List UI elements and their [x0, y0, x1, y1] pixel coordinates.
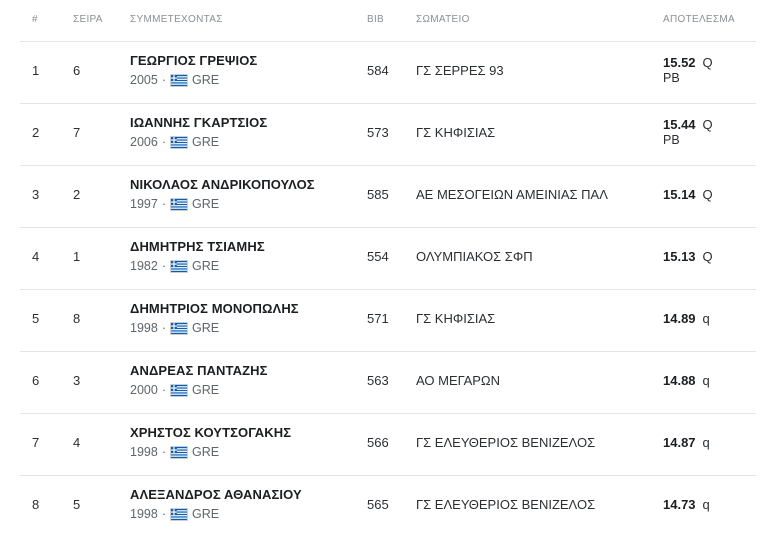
birth-year: 1998 — [130, 445, 158, 459]
result-mark: 15.52 — [663, 55, 696, 70]
athlete-meta — [130, 507, 219, 521]
result-mark: 15.44 — [663, 117, 696, 132]
bib-cell: 573 — [367, 125, 389, 140]
club-cell[interactable]: ΓΣ ΚΗΦΙΣΙΑΣ — [416, 311, 496, 326]
birth-year: 1982 — [130, 259, 158, 273]
athlete-meta — [130, 383, 219, 397]
birth-year: 1998 — [130, 507, 158, 521]
result-mark: 14.88 — [663, 373, 696, 388]
rank-cell: 4 — [32, 249, 40, 264]
table-body — [20, 42, 756, 538]
header-result[interactable]: ΑΠΟΤΕΛΕΣΜΑ — [663, 14, 735, 25]
athlete-name[interactable]: ΔΗΜΗΤΡΗΣ ΤΣΙΑΜΗΣ — [130, 239, 265, 254]
country-code: GRE — [191, 445, 220, 459]
qualification-badge: q — [702, 311, 710, 326]
athlete-meta — [130, 135, 219, 149]
results-table — [20, 0, 756, 538]
athlete-name[interactable]: ΑΛΕΞΑΝΔΡΟΣ ΑΘΑΝΑΣΙΟΥ — [130, 487, 302, 502]
athlete-name[interactable]: ΓΕΩΡΓΙΟΣ ΓΡΕΨΙΟΣ — [130, 53, 258, 68]
qualification-badge: q — [702, 497, 710, 512]
rank-cell: 8 — [32, 497, 40, 512]
table-row[interactable] — [20, 42, 756, 104]
separator-dot: · — [161, 73, 166, 87]
club-cell[interactable]: ΓΣ ΣΕΡΡΕΣ 93 — [416, 63, 504, 78]
result-mark: 15.14 — [663, 187, 696, 202]
separator-dot: · — [161, 135, 166, 149]
bib-cell: 554 — [367, 249, 389, 264]
qualification-badge: Q — [702, 117, 713, 132]
rank-cell: 3 — [32, 187, 40, 202]
athlete-name[interactable]: ΑΝΔΡΕΑΣ ΠΑΝΤΑΖΗΣ — [130, 363, 268, 378]
athlete-meta — [130, 73, 219, 87]
record-note: PB — [663, 71, 680, 85]
result-cell — [663, 249, 713, 264]
birth-year: 1997 — [130, 197, 158, 211]
athlete-name[interactable]: ΝΙΚΟΛΑΟΣ ΑΝΔΡΙΚΟΠΟΥΛΟΣ — [130, 177, 315, 192]
lane-cell: 7 — [73, 125, 81, 140]
country-code: GRE — [191, 321, 220, 335]
separator-dot: · — [161, 259, 166, 273]
athlete-meta — [130, 445, 219, 459]
bib-cell: 571 — [367, 311, 389, 326]
club-cell[interactable]: ΑΕ ΜΕΣΟΓΕΙΩΝ ΑΜΕΙΝΙΑΣ ΠΑΛ — [416, 187, 608, 202]
greece-flag-icon — [170, 384, 188, 397]
club-cell[interactable]: ΟΛΥΜΠΙΑΚΟΣ ΣΦΠ — [416, 249, 533, 264]
qualification-badge: q — [702, 373, 710, 388]
athlete-meta — [130, 321, 219, 335]
table-row[interactable] — [20, 352, 756, 414]
lane-cell: 3 — [73, 373, 81, 388]
lane-cell: 8 — [73, 311, 81, 326]
result-cell — [663, 497, 710, 512]
rank-cell: 5 — [32, 311, 40, 326]
lane-cell: 1 — [73, 249, 81, 264]
table-header — [20, 0, 756, 42]
lane-cell: 4 — [73, 435, 81, 450]
result-mark: 14.89 — [663, 311, 696, 326]
header-club[interactable]: ΣΩΜΑΤΕΙΟ — [416, 14, 470, 25]
athlete-name[interactable]: ΔΗΜΗΤΡΙΟΣ ΜΟΝΟΠΩΛΗΣ — [130, 301, 299, 316]
separator-dot: · — [161, 321, 166, 335]
greece-flag-icon — [170, 136, 188, 149]
table-row[interactable] — [20, 104, 756, 166]
country-code: GRE — [191, 507, 220, 521]
greece-flag-icon — [170, 74, 188, 87]
header-lane[interactable]: ΣΕΙΡΑ — [73, 14, 103, 25]
rank-cell: 7 — [32, 435, 40, 450]
bib-cell: 585 — [367, 187, 389, 202]
result-mark: 15.13 — [663, 249, 696, 264]
lane-cell: 2 — [73, 187, 81, 202]
qualification-badge: Q — [702, 55, 713, 70]
greece-flag-icon — [170, 446, 188, 459]
bib-cell: 565 — [367, 497, 389, 512]
table-row[interactable] — [20, 290, 756, 352]
athlete-meta — [130, 197, 219, 211]
table-row[interactable] — [20, 476, 756, 538]
result-cell — [663, 55, 713, 85]
country-code: GRE — [191, 383, 220, 397]
result-mark: 14.87 — [663, 435, 696, 450]
greece-flag-icon — [170, 322, 188, 335]
result-cell — [663, 373, 710, 388]
table-row[interactable] — [20, 414, 756, 476]
separator-dot: · — [161, 383, 166, 397]
rank-cell: 1 — [32, 63, 40, 78]
bib-cell: 566 — [367, 435, 389, 450]
birth-year: 2005 — [130, 73, 158, 87]
birth-year: 2000 — [130, 383, 158, 397]
header-athlete[interactable]: ΣΥΜΜΕΤΕΧΟΝΤΑΣ — [130, 14, 223, 25]
birth-year: 1998 — [130, 321, 158, 335]
club-cell[interactable]: ΓΣ ΚΗΦΙΣΙΑΣ — [416, 125, 496, 140]
separator-dot: · — [161, 445, 166, 459]
qualification-badge: q — [702, 435, 710, 450]
country-code: GRE — [191, 259, 220, 273]
country-code: GRE — [191, 135, 220, 149]
header-rank[interactable]: # — [32, 14, 38, 25]
result-cell — [663, 187, 713, 202]
separator-dot: · — [161, 507, 166, 521]
country-code: GRE — [191, 73, 220, 87]
result-cell — [663, 435, 710, 450]
greece-flag-icon — [170, 508, 188, 521]
rank-cell: 6 — [32, 373, 40, 388]
greece-flag-icon — [170, 260, 188, 273]
greece-flag-icon — [170, 198, 188, 211]
athlete-meta — [130, 259, 219, 273]
club-cell[interactable]: ΑΟ ΜΕΓΑΡΩΝ — [416, 373, 501, 388]
qualification-badge: Q — [702, 249, 713, 264]
club-cell[interactable]: ΓΣ ΕΛΕΥΘΕΡΙΟΣ ΒΕΝΙΖΕΛΟΣ — [416, 435, 596, 450]
record-note: PB — [663, 133, 680, 147]
table-row[interactable] — [20, 228, 756, 290]
athlete-name[interactable]: ΧΡΗΣΤΟΣ ΚΟΥΤΣΟΓΑΚΗΣ — [130, 425, 292, 440]
bib-cell: 584 — [367, 63, 389, 78]
result-cell — [663, 117, 713, 147]
lane-cell: 5 — [73, 497, 81, 512]
result-cell — [663, 311, 710, 326]
qualification-badge: Q — [702, 187, 713, 202]
country-code: GRE — [191, 197, 220, 211]
rank-cell: 2 — [32, 125, 40, 140]
athlete-name[interactable]: ΙΩΑΝΝΗΣ ΓΚΑΡΤΣΙΟΣ — [130, 115, 268, 130]
header-bib[interactable]: BIB — [367, 14, 385, 25]
lane-cell: 6 — [73, 63, 81, 78]
bib-cell: 563 — [367, 373, 389, 388]
result-mark: 14.73 — [663, 497, 696, 512]
birth-year: 2006 — [130, 135, 158, 149]
separator-dot: · — [161, 197, 166, 211]
table-row[interactable] — [20, 166, 756, 228]
club-cell[interactable]: ΓΣ ΕΛΕΥΘΕΡΙΟΣ ΒΕΝΙΖΕΛΟΣ — [416, 497, 596, 512]
